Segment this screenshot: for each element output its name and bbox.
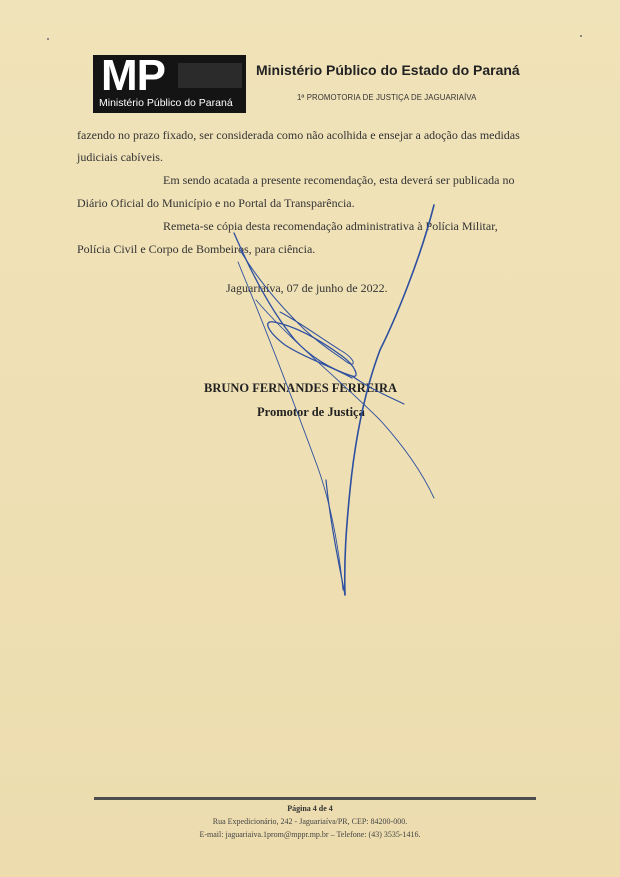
page-number: Página 4 de 4 [287, 804, 333, 813]
footer-address: Rua Expedicionário, 242 - Jaguariaíva/PR, CEP: 84200-000. [212, 817, 408, 826]
signature-stroke [240, 250, 353, 364]
body-line: Polícia Civil e Corpo de Bombeiros, para ciência. [77, 242, 316, 256]
body-line: Remeta-se cópia desta recomendação administrativa à Polícia Militar, [163, 219, 498, 233]
footer-contact: E-mail: jaguariaiva.1prom@mppr.mp.br – Telefone: (43) 3535-1416. [199, 830, 421, 839]
scan-speck [47, 38, 49, 40]
signature-stroke [345, 205, 434, 595]
organization-title: Ministério Público do Estado do Paraná [256, 62, 520, 78]
body-line: Em sendo acatada a presente recomendação, esta deverá ser publicada no [163, 173, 515, 187]
scan-speck [580, 35, 582, 37]
mp-logo-strip [178, 63, 242, 88]
signature-stroke [256, 300, 434, 498]
body-line: Diário Oficial do Município e no Portal da Transparência. [77, 196, 355, 210]
signature-stroke [326, 480, 345, 595]
mp-logo-letters: MP [101, 51, 165, 100]
signatory-name: BRUNO FERNANDES FERREIRA [204, 381, 398, 395]
body-line: fazendo no prazo fixado, ser considerada como não acolhida e ensejar a adoção das medidas [77, 128, 520, 142]
body-line: judiciais cabíveis. [77, 150, 163, 164]
signature-stroke [238, 262, 343, 590]
organization-subtitle: 1ª PROMOTORIA DE JUSTIÇA DE JAGUARIAÍVA [297, 93, 477, 102]
date-line: Jaguariaíva, 07 de junho de 2022. [226, 281, 388, 295]
signatory-role: Promotor de Justiça [257, 405, 365, 419]
mp-logo-caption: Ministério Público do Paraná [99, 97, 233, 109]
footer-divider [94, 797, 536, 800]
